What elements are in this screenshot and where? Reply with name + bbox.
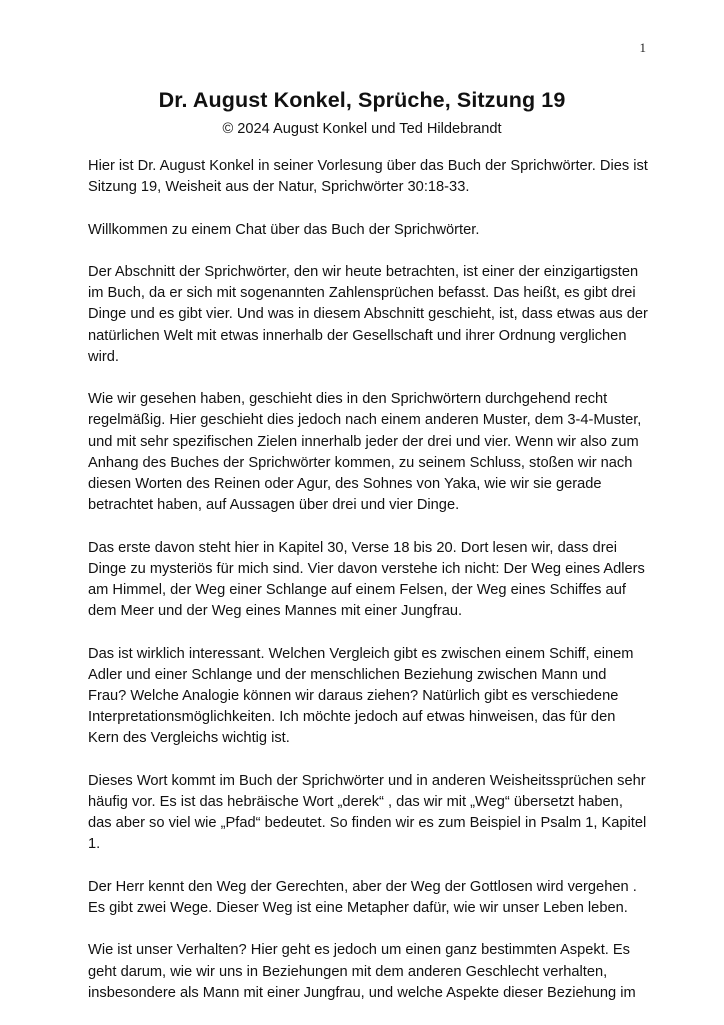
paragraph: Der Abschnitt der Sprichwörter, den wir heute betrachten, ist einer der einzigartigsten im Buch, da er sich mit sogenannten Zahlensprüchen befasst. Das heißt, es gibt drei Dinge und es gibt vier. Und was in diesem Abschnitt geschieht, ist, dass etwas aus der natürlichen Welt mit etwas innerhalb der Gesellschaft und ihrer Ordnung verglichen wird. — [88, 263, 648, 365]
paragraph: Das ist wirklich interessant. Welchen Vergleich gibt es zwischen einem Schiff, einem Adler und einer Schlange und der menschlichen Beziehung zwischen Mann und Frau? Welche Analogie können wir daraus ziehen? Natürlich gibt es verschiedene Interpretationsmöglichkeiten. Ich möchte jedoch auf etwas hinweisen, das für den Kern des Vergleichs wichtig ist. — [88, 645, 634, 747]
paragraph: Dieses Wort kommt im Buch der Sprichwörter und in anderen Weisheitssprüchen sehr häufig vor. Es ist das hebräische Wort „derek“ , das wir mit „Weg“ übersetzt haben, das aber so viel wie „Pfad“ bedeutet. So finden wir es zum Beispiel in Psalm 1, Kapitel 1. — [88, 772, 647, 853]
copyright-line: © 2024 August Konkel und Ted Hildebrandt — [222, 121, 502, 137]
document-title: Dr. August Konkel, Sprüche, Sitzung 19 — [158, 88, 566, 112]
paragraph: Willkommen zu einem Chat über das Buch der Sprichwörter. — [88, 221, 480, 238]
page-number: 1 — [639, 40, 646, 55]
paragraph: Wie wir gesehen haben, geschieht dies in den Sprichwörtern durchgehend recht regelmäßig. Hier geschieht dies jedoch nach einem anderen Muster, dem 3-4-Muster, und mit sehr spezifischen Zielen innerhalb jeder der drei und vier. Wenn wir also zum Anhang des Buches der Sprichwörter kommen, zu seinem Schluss, stoßen wir nach diesen Worten des Reinen oder Agur, des Sohnes von Yaka, wie wir sie gerade betrachtet haben, auf Aussagen über drei und vier Dinge. — [88, 391, 642, 514]
document-body — [88, 156, 648, 1025]
paragraph: Der Herr kennt den Weg der Gerechten, aber der Weg der Gottlosen wird vergehen . Es gibt zwei Wege. Dieser Weg ist eine Metapher dafür, wie wir unser Leben leben. — [88, 878, 637, 916]
paragraph: Hier ist Dr. August Konkel in seiner Vorlesung über das Buch der Sprichwörter. Dies ist Sitzung 19, Weisheit aus der Natur, Sprichwörter 30:18-33. — [88, 158, 648, 196]
paragraph: Das erste davon steht hier in Kapitel 30, Verse 18 bis 20. Dort lesen wir, dass drei Dinge zu mysteriös für mich sind. Vier davon verstehe ich nicht: Der Weg eines Adlers am Himmel, der Weg einer Schlange auf einem Felsen, der Weg eines Schiffes auf dem Meer und der Weg eines Mannes mit einer Jungfrau. — [88, 539, 645, 620]
paragraph: Wie ist unser Verhalten? Hier geht es jedoch um einen ganz bestimmten Aspekt. Es geht darum, wie wir uns in Beziehungen mit dem anderen Geschlecht verhalten, insbesondere als Mann mit einer Jungfrau, und welche Aspekte dieser Beziehung im — [88, 942, 636, 1001]
